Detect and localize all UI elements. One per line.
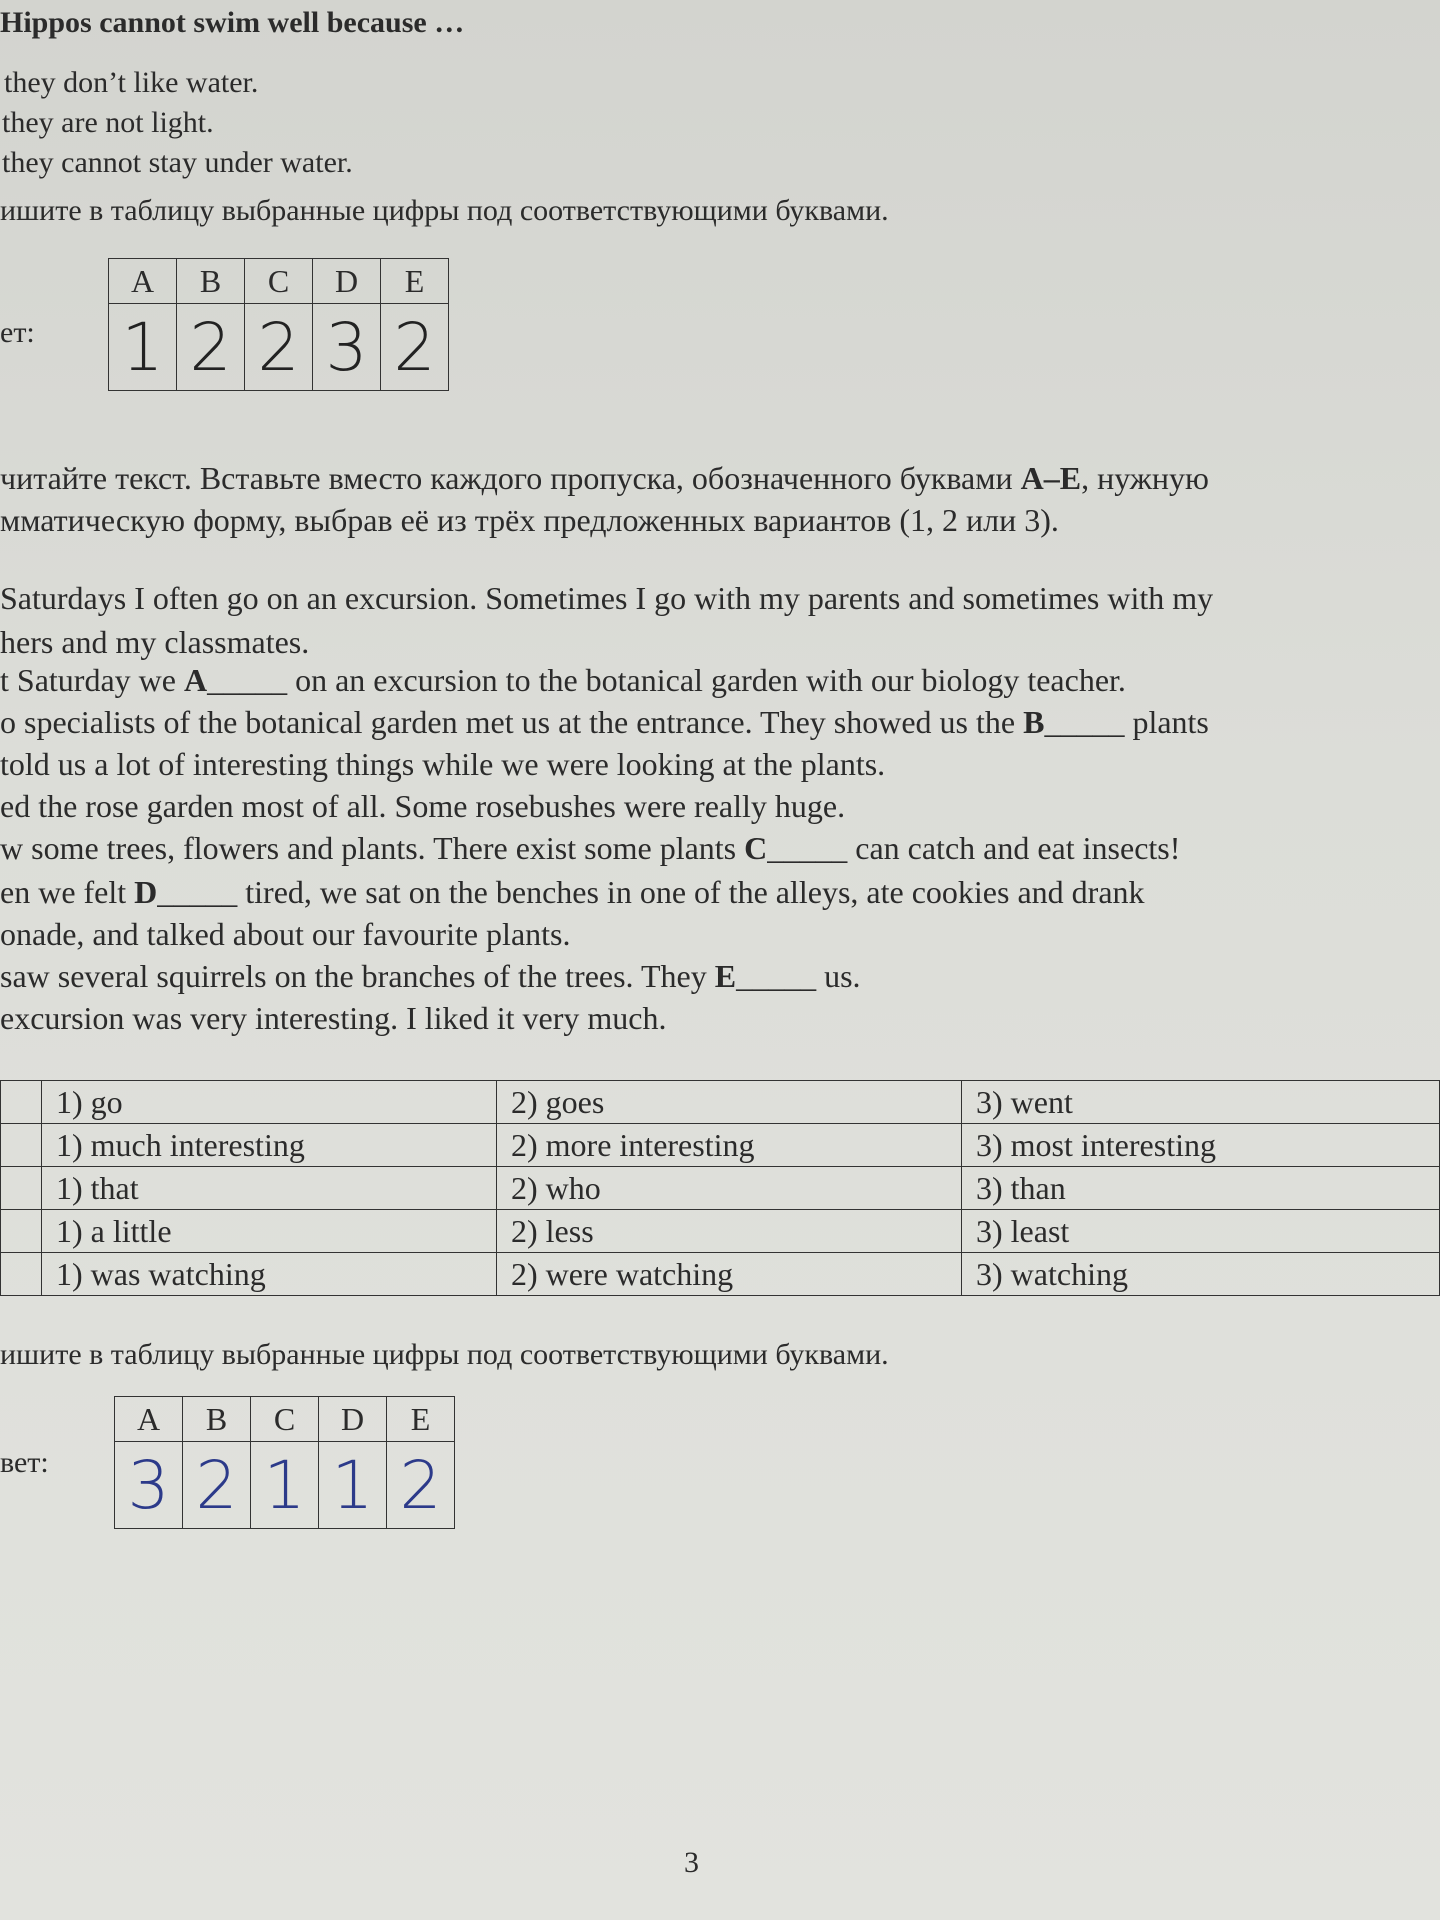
gap-letter-c: C: [744, 830, 768, 866]
passage-text: w some trees, flowers and plants. There exist some plants: [0, 830, 745, 866]
answer-value[interactable]: 1: [319, 1442, 387, 1529]
option-cell: 3) least: [962, 1210, 1440, 1253]
row-letter-cell: [1, 1210, 42, 1253]
answer-value[interactable]: 1: [109, 304, 177, 391]
passage-line: ed the rose garden most of all. Some rosebushes were really huge.: [0, 788, 846, 824]
options-table: [0, 1080, 1440, 1296]
option-cell: 2) more interesting: [497, 1124, 962, 1167]
option-cell: 1) much interesting: [42, 1124, 497, 1167]
option-cell: 1) was watching: [42, 1253, 497, 1296]
option-cell: 3) watching: [962, 1253, 1440, 1296]
passage-text: t Saturday we: [0, 662, 184, 698]
option-cell: 3) most interesting: [962, 1124, 1440, 1167]
question-title: Hippos cannot swim well because …: [0, 6, 465, 39]
page-number: 3: [684, 1846, 699, 1879]
option-line: they don’t like water.: [4, 66, 259, 99]
option-cell: 2) were watching: [497, 1253, 962, 1296]
passage-text: _____ plants: [1044, 704, 1209, 740]
passage-line: [0, 704, 1209, 741]
answer-value[interactable]: 1: [251, 1442, 319, 1529]
passage-text: o specialists of the botanical garden met us at the entrance. They showed us the: [0, 704, 1024, 740]
task-instruction: [0, 460, 1209, 497]
passage-line: hers and my classmates.: [0, 624, 310, 660]
answer-letter: E: [381, 259, 449, 304]
answer-label: вет:: [0, 1446, 49, 1479]
option-line: they are not light.: [2, 106, 214, 139]
answer-value[interactable]: 2: [245, 304, 313, 391]
passage-text: _____ tired, we sat on the benches in one of the alleys, ate cookies and drank: [157, 874, 1145, 910]
row-letter-cell: [1, 1124, 42, 1167]
passage-text: en we felt: [0, 874, 135, 910]
option-cell: 2) who: [497, 1167, 962, 1210]
answer-value[interactable]: 2: [177, 304, 245, 391]
task-text: читайте текст. Вставьте вместо каждого пропуска, обозначенного буквами: [0, 460, 1021, 496]
row-letter-cell: [1, 1081, 42, 1124]
answer-value[interactable]: 2: [381, 304, 449, 391]
passage-line: [0, 662, 1126, 699]
option-line: they cannot stay under water.: [2, 146, 353, 179]
answer-table-1: [108, 258, 449, 391]
option-cell: 1) that: [42, 1167, 497, 1210]
passage-line: Saturdays I often go on an excursion. Sometimes I go with my parents and sometimes with my: [0, 580, 1214, 616]
gap-letter-e: E: [714, 958, 737, 994]
passage-line: onade, and talked about our favourite plants.: [0, 916, 571, 952]
table-row: [1, 1253, 1440, 1296]
answer-letter: A: [115, 1397, 183, 1442]
answer-letter: E: [387, 1397, 455, 1442]
task-letters: A–E: [1020, 460, 1082, 496]
option-cell: 3) than: [962, 1167, 1440, 1210]
passage-line: [0, 958, 861, 995]
task-text: , нужную: [1081, 460, 1209, 496]
passage-text: _____ can catch and eat insects!: [767, 830, 1181, 866]
passage-line: [0, 830, 1180, 867]
option-cell: 3) went: [962, 1081, 1440, 1124]
option-cell: 2) less: [497, 1210, 962, 1253]
answer-value[interactable]: 3: [115, 1442, 183, 1529]
passage-text: _____ us.: [736, 958, 861, 994]
table-row: [1, 1210, 1440, 1253]
answer-letter: C: [245, 259, 313, 304]
option-cell: 1) a little: [42, 1210, 497, 1253]
passage-line: excursion was very interesting. I liked it very much.: [0, 1000, 667, 1036]
passage-line: [0, 874, 1145, 911]
instruction-text: ишите в таблицу выбранные цифры под соответствующими буквами.: [0, 194, 889, 227]
gap-letter-b: B: [1023, 704, 1045, 740]
passage-text: saw several squirrels on the branches of the trees. They: [0, 958, 715, 994]
answer-label: ет:: [0, 316, 35, 349]
gap-letter-a: A: [183, 662, 208, 698]
table-row: [1, 1081, 1440, 1124]
answer-table-2: [114, 1396, 455, 1529]
answer-letter: A: [109, 259, 177, 304]
row-letter-cell: [1, 1167, 42, 1210]
answer-letter: D: [319, 1397, 387, 1442]
passage-line: told us a lot of interesting things while we were looking at the plants.: [0, 746, 886, 782]
row-letter-cell: [1, 1253, 42, 1296]
answer-letter: B: [177, 259, 245, 304]
answer-letter: B: [183, 1397, 251, 1442]
answer-value[interactable]: 3: [313, 304, 381, 391]
gap-letter-d: D: [134, 874, 158, 910]
option-cell: 2) goes: [497, 1081, 962, 1124]
answer-letter: D: [313, 259, 381, 304]
table-row: [1, 1124, 1440, 1167]
instruction-text: ишите в таблицу выбранные цифры под соответствующими буквами.: [0, 1338, 889, 1371]
answer-letter: C: [251, 1397, 319, 1442]
task-instruction-2: мматическую форму, выбрав её из трёх предложенных вариантов (1, 2 или 3).: [0, 502, 1059, 538]
passage-text: _____ on an excursion to the botanical garden with our biology teacher.: [207, 662, 1126, 698]
answer-value[interactable]: 2: [183, 1442, 251, 1529]
option-cell: 1) go: [42, 1081, 497, 1124]
answer-value[interactable]: 2: [387, 1442, 455, 1529]
table-row: [1, 1167, 1440, 1210]
